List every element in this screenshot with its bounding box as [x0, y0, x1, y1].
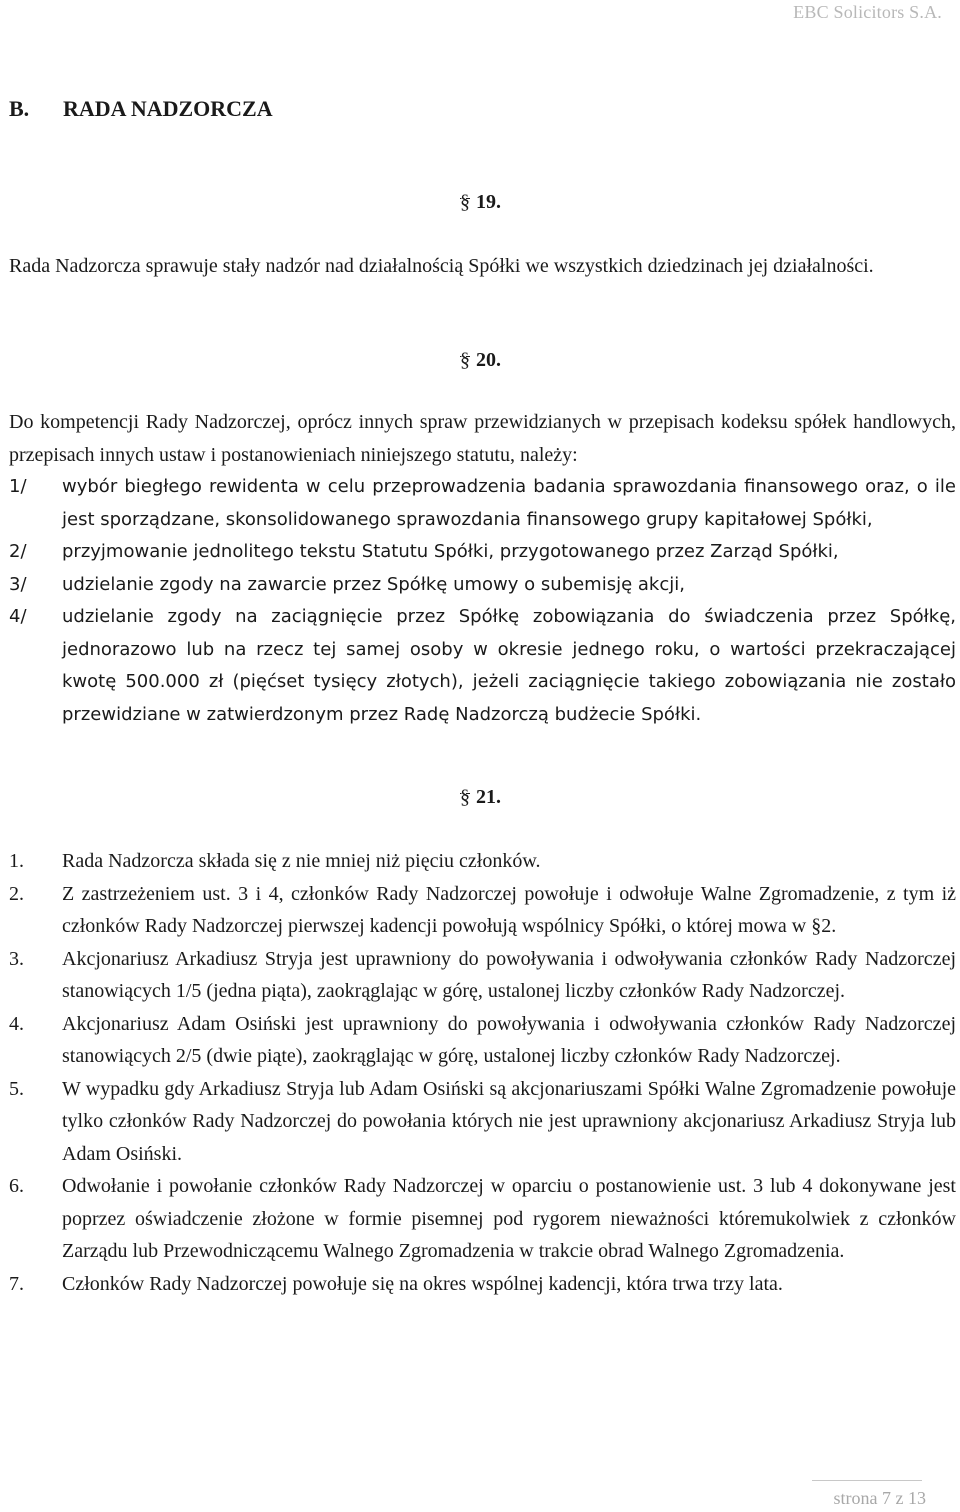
footer-divider [812, 1480, 922, 1481]
paragraph-21-body [9, 845, 956, 1300]
list-item [9, 536, 956, 569]
list-item-label: 2. [9, 882, 24, 905]
list-item-label: 5. [9, 1077, 24, 1100]
paragraph-20-intro: Do kompetencji Rady Nadzorczej, oprócz innych spraw przewidzianych w przepisach kodeksu spółek handlowych, przepisach innych ustaw i postanowieniach niniejszego statutu, należy: [9, 411, 956, 466]
paragraph-number: 19. [476, 191, 501, 213]
list-item [9, 569, 956, 602]
list-item-text: Członków Rady Nadzorczej powołuje się na okres wspólnej kadencji, która trwa trzy lata. [62, 1272, 783, 1295]
list-item [9, 1170, 956, 1268]
page-number: strona 7 z 13 [833, 1488, 926, 1508]
competence-list [9, 471, 956, 731]
list-item [9, 878, 956, 943]
paragraph-symbol: § [460, 349, 470, 371]
paragraph-number: 20. [476, 349, 501, 371]
list-item-text: Odwołanie i powołanie członków Rady Nadzorczej w oparciu o postanowienie ust. 3 lub 4 dokonywane jest poprzez oświadczenie złożone w formie pisemnej pod rygorem nieważności któremukolwiek z członków Zarządu lub Przewodniczącemu Walnego Zgromadzenia w trakcie obrad Walnego Zgromadzenia. [62, 1175, 956, 1262]
header-brand: EBC Solicitors S.A. [793, 2, 942, 22]
list-item [9, 943, 956, 1008]
list-item-text: przyjmowanie jednolitego tekstu Statutu Spółki, przygotowanego przez Zarząd Spółki, [62, 541, 839, 562]
list-item-label: 1. [9, 850, 24, 872]
list-item-text: Z zastrzeżeniem ust. 3 i 4, członków Rady Nadzorczej powołuje i odwołuje Walne Zgromadzenie, z tym iż członków Rady Nadzorczej pierwszej kadencji powołują wspólnicy Spółki, o której mowa w §2. [62, 882, 956, 937]
list-item [9, 601, 956, 731]
paragraph-number: 21. [476, 786, 501, 808]
list-item-label: 3/ [9, 573, 27, 595]
list-item-label: 4/ [9, 606, 27, 627]
list-item [9, 1268, 956, 1301]
list-item [9, 845, 956, 878]
section-heading [9, 96, 273, 122]
list-item-text: wybór biegłego rewidenta w celu przeprowadzenia badania sprawozdania finansowego oraz, o ile jest sporządzane, skonsolidowanego sprawozdania finansowego grupy kapitałowej Spółki, [62, 476, 956, 530]
list-item-text: W wypadku gdy Arkadiusz Stryja lub Adam Osiński są akcjonariuszami Spółki Walne Zgromadzenie powołuje tylko członków Rady Nadzorczej do powołania których nie jest uprawniony akcjonariusz Arkadiusz Stryja lub Adam Osiński. [62, 1077, 956, 1165]
list-item-text: Akcjonariusz Arkadiusz Stryja jest uprawniony do powoływania i odwoływania członków Rady Nadzorczej stanowiących 1/5 (jedna piąta), zaokrąglając w górę, ustalonej liczby członków Rady Nadzorczej. [62, 947, 956, 1002]
list-item-label: 7. [9, 1272, 24, 1295]
list-item-label: 3. [9, 947, 24, 970]
list-item-label: 1/ [9, 476, 27, 497]
section-number: B. [9, 96, 30, 121]
list-item-label: 2/ [9, 541, 27, 562]
paragraph-19-text: Rada Nadzorcza sprawuje stały nadzór nad działalnością Spółki we wszystkich dziedzinach jej działalności. [9, 255, 874, 277]
paragraph-20-body [9, 406, 956, 731]
paragraph-mark-20 [460, 349, 501, 372]
paragraph-mark-21 [460, 786, 501, 809]
paragraph-mark-19 [460, 191, 501, 214]
list-item-text: udzielanie zgody na zawarcie przez Spółkę umowy o subemisję akcji, [62, 573, 685, 595]
list-item-label: 6. [9, 1175, 24, 1197]
list-item-text: udzielanie zgody na zaciągnięcie przez Spółkę zobowiązania do świadczenia przez Spółkę, jednorazowo lub na rzecz tej samej osoby w okresie jednego roku, o wartości przekraczającej kwotę 500.000 zł (pięćset tysięcy złotych), jeżeli zaciągnięcie takiego zobowiązania nie zostało przewidziane w zatwierdzonym przez Radę Nadzorczą budżecie Spółki. [62, 606, 956, 725]
paragraph-symbol: § [460, 786, 470, 808]
list-item [9, 471, 956, 536]
paragraph-19-body [9, 250, 956, 283]
section-title: RADA NADZORCZA [63, 96, 273, 121]
list-item [9, 1008, 956, 1073]
paragraph-symbol: § [460, 191, 470, 213]
list-item-text: Akcjonariusz Adam Osiński jest uprawniony do powoływania i odwoływania członków Rady Nadzorczej stanowiących 2/5 (dwie piąte), zaokrąglając w górę, ustalonej liczby członków Rady Nadzorczej. [62, 1012, 956, 1067]
list-item-label: 4. [9, 1012, 24, 1035]
list-item [9, 1073, 956, 1171]
list-item-text: Rada Nadzorcza składa się z nie mniej niż pięciu członków. [62, 850, 541, 872]
